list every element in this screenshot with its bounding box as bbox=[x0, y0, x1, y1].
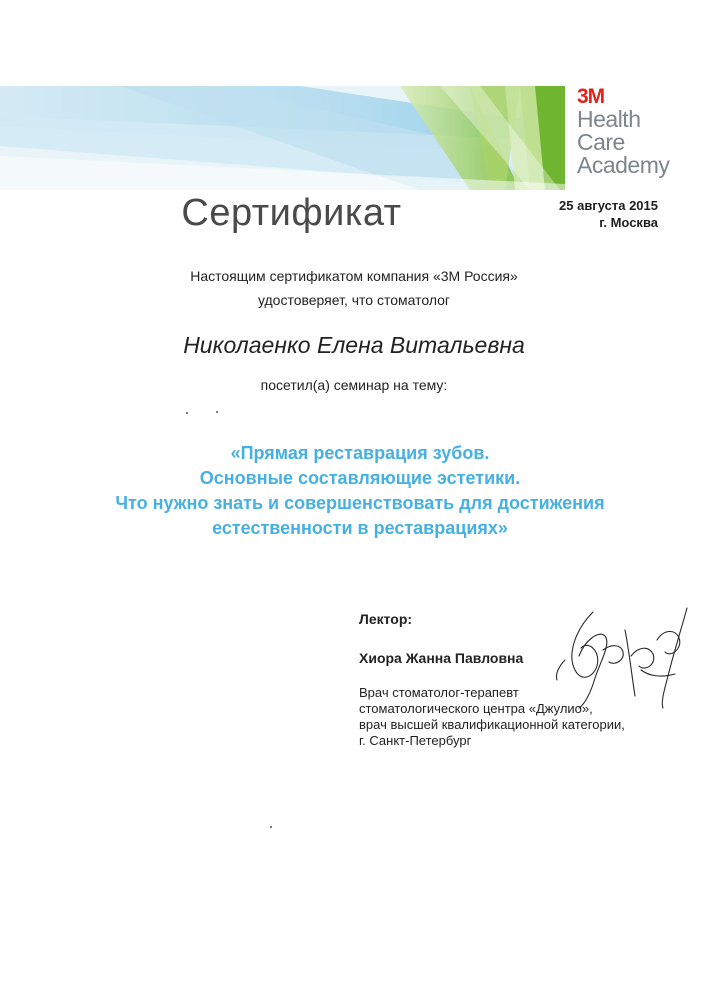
lecturer-name: Хиора Жанна Павловна bbox=[359, 650, 524, 666]
scan-speck bbox=[270, 826, 272, 828]
scan-speck bbox=[216, 411, 218, 413]
brand-line-care: Care bbox=[577, 129, 625, 155]
topic-line-4: естественности в реставрациях» bbox=[212, 518, 508, 538]
recipient-name: Николаенко Елена Витальевна bbox=[183, 332, 525, 358]
lecturer-desc-line-1: Врач стоматолог-терапевт bbox=[359, 685, 519, 700]
lecturer-desc-line-2: стоматологического центра «Джулио», bbox=[359, 701, 593, 716]
issue-city: г. Москва bbox=[599, 215, 658, 230]
intro-line-2: удостоверяет, что стоматолог bbox=[257, 292, 451, 308]
certificate-title: Сертификат bbox=[181, 192, 402, 234]
decorative-banner bbox=[0, 86, 565, 190]
lecturer-signature bbox=[545, 600, 695, 710]
intro-text bbox=[0, 264, 708, 312]
scan-speck bbox=[186, 412, 188, 414]
brand-line-health: Health bbox=[577, 106, 641, 132]
lecturer-desc-line-4: г. Санкт-Петербург bbox=[359, 733, 472, 748]
topic-line-2: Основные составляющие эстетики. bbox=[199, 468, 521, 488]
lecturer-label: Лектор: bbox=[359, 611, 413, 627]
issue-date: 25 августа 2015 bbox=[559, 198, 658, 213]
brand-line-academy: Academy bbox=[577, 152, 670, 178]
attended-text: посетил(а) семинар на тему: bbox=[260, 377, 448, 393]
topic-line-3: Что нужно знать и совершенствовать для достижения bbox=[115, 493, 605, 513]
lecturer-desc-line-3: врач высшей квалификационной категории, bbox=[359, 717, 625, 732]
intro-line-1: Настоящим сертификатом компания «3М Россия» bbox=[190, 268, 518, 284]
seminar-topic bbox=[0, 441, 708, 541]
brand-block bbox=[577, 86, 669, 177]
brand-logo: 3M bbox=[577, 85, 605, 108]
topic-line-1: «Прямая реставрация зубов. bbox=[230, 443, 490, 463]
